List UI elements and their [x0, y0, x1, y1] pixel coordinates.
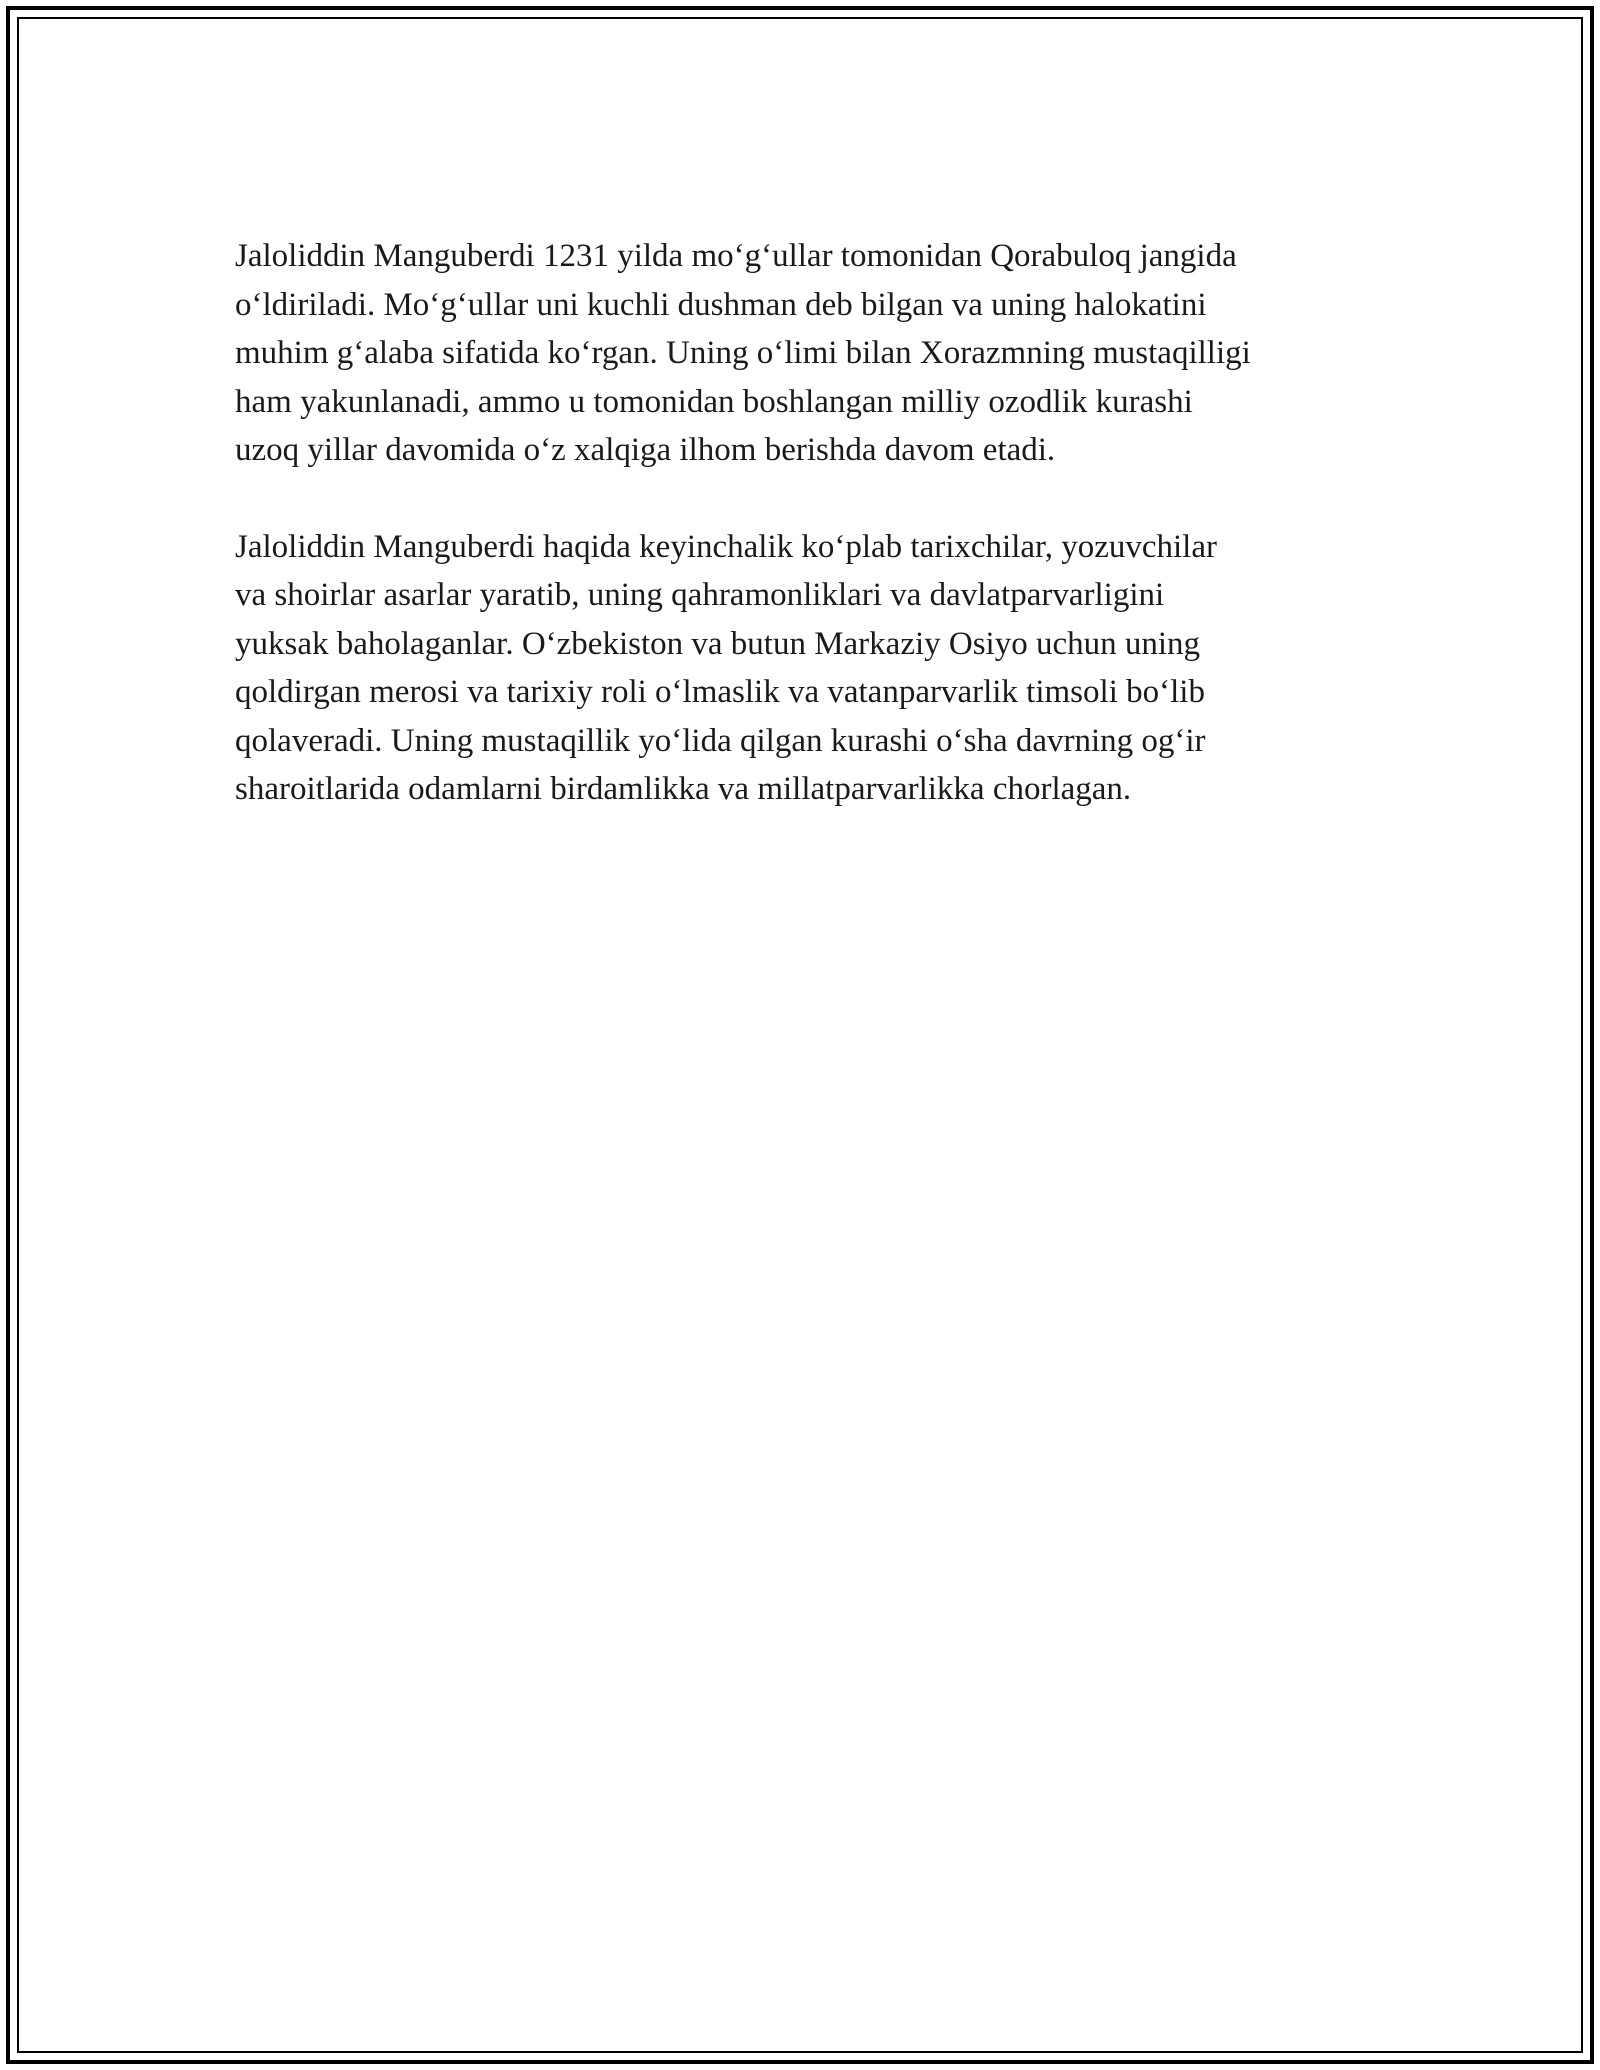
paragraph-line: sharoitlarida odamlarni birdamlikka va millatparvarlikka chorlagan. [235, 771, 1132, 807]
paragraph-line: Jaloliddin Manguberdi haqida keyinchalik koʻplab tarixchilar, yozuvchilar [235, 528, 1217, 565]
paragraph-line: yuksak baholaganlar. Oʻzbekiston va butun Markaziy Osiyo uchun uning [235, 625, 1201, 662]
paragraph-line: oʻldiriladi. Moʻgʻullar uni kuchli dushman deb bilgan va uning halokatini [235, 286, 1207, 323]
paragraph-1 [235, 232, 1395, 475]
paragraph-line: va shoirlar asarlar yaratib, uning qahramonliklari va davlatparvarligini [235, 577, 1165, 613]
paragraph-2 [235, 523, 1395, 814]
paragraph-line: ham yakunlanadi, ammo u tomonidan boshlangan milliy ozodlik kurashi [235, 383, 1193, 420]
paragraph-line: uzoq yillar davomida oʻz xalqiga ilhom berishda davom etadi. [235, 432, 1056, 468]
paragraph-line: qolaveradi. Uning mustaqillik yoʻlida qilgan kurashi oʻsha davrning ogʻir [235, 722, 1206, 759]
paragraph-line: qoldirgan merosi va tarixiy roli oʻlmaslik va vatanparvarlik timsoli boʻlib [235, 674, 1205, 710]
paragraph-line: muhim gʻalaba sifatida koʻrgan. Uning oʻlimi bilan Xorazmning mustaqilligi [235, 335, 1251, 371]
document-body [235, 232, 1395, 862]
paragraph-line: Jaloliddin Manguberdi 1231 yilda moʻgʻullar tomonidan Qorabuloq jangida [235, 238, 1237, 274]
